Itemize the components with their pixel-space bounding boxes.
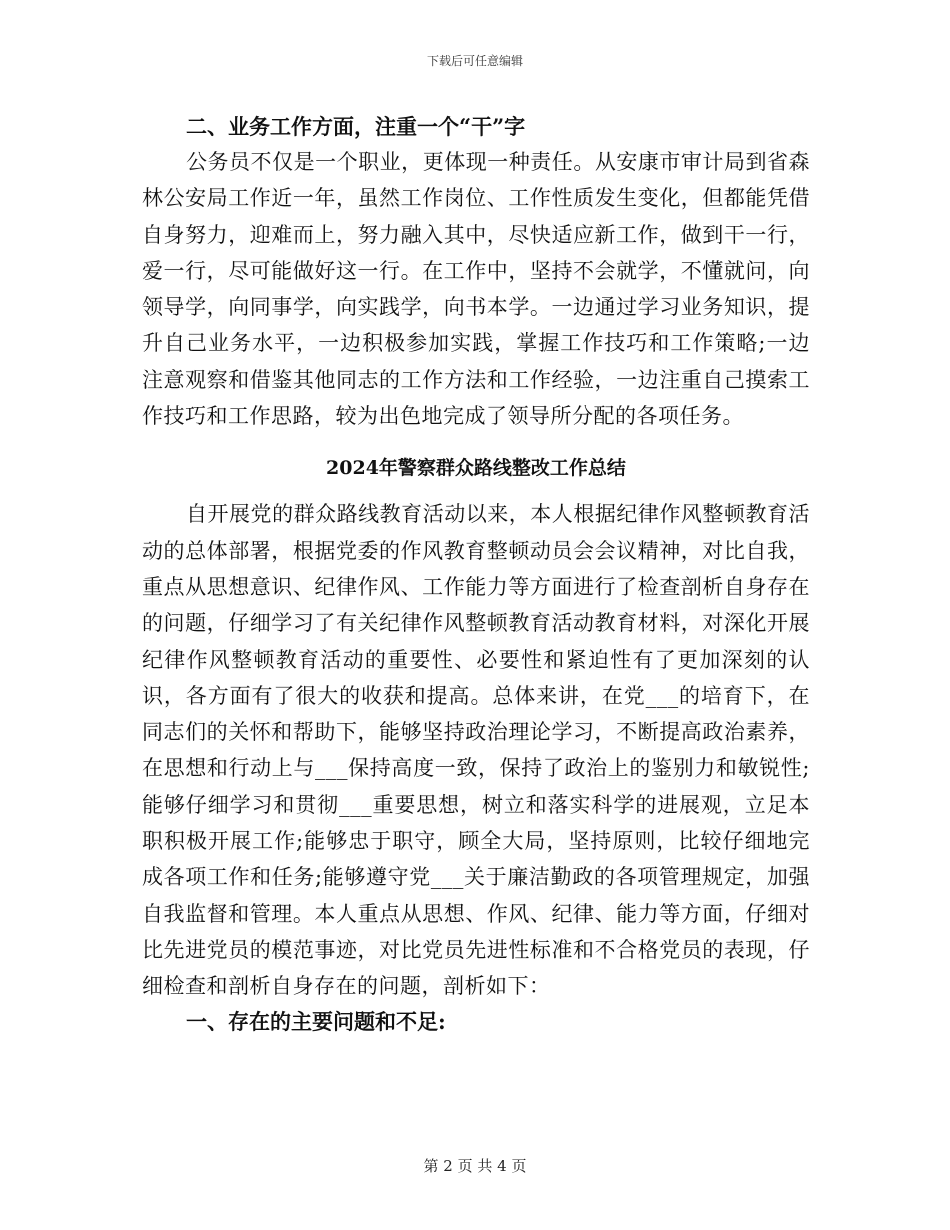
document-title: 2024年警察群众路线整改工作总结 — [326, 457, 626, 480]
summary-paragraph: 自开展党的群众路线教育活动以来，本人根据纪律作风整顿教育活动的总体部署，根据党委的作风教育整顿动员会会议精神，对比自我，重点从思想意识、纪律作风、工作能力等方面进行了检查剖析自身存在的问题，仔细学习了有关纪律作风整顿教育活动教育材料，对深化开展纪律作风整顿教育活动的重要性、必要性和紧迫性有了更加深刻的认识，各方面有了很大的收获和提高。总体来讲，在党___的培育下，在同志们的关怀和帮助下，能够坚持政治理论学习，不断提高政治素养，在思想和行动上与___保持高度一致，保持了政治上的鉴别力和敏锐性;能够仔细学习和贯彻___重要思想，树立和落实科学的进展观，立足本职积极开展工作;能够忠于职守，顾全大局，坚持原则，比较仔细地完成各项工作和任务;能够遵守党___关于廉洁勤政的各项管理规定，加强自我监督和管理。本人重点从思想、作风、纪律、能力等方面，仔细对比先进党员的模范事迹，对比党员先进性标准和不合格党员的表现，仔细检查和剖析自身存在的问题，剖析如下： — [142, 502, 810, 999]
section-heading-problems: 一、存在的主要问题和不足: — [186, 1008, 446, 1034]
document-body — [142, 110, 810, 1039]
page-header: 下载后可任意编辑 — [426, 54, 523, 68]
page-number: 第 2 页 共 4 页 — [423, 1157, 527, 1175]
section-heading-business-work: 二、业务工作方面，注重一个“干”字 — [186, 114, 526, 139]
business-work-paragraph: 公务员不仅是一个职业，更体现一种责任。从安康市审计局到省森林公安局工作近一年，虽然工作岗位、工作性质发生变化，但都能凭借自身努力，迎难而上，努力融入其中，尽快适应新工作，做到干一行，爱一行，尽可能做好这一行。在工作中，坚持不会就学，不懂就问，向领导学，向同事学，向实践学，向书本学。一边通过学习业务知识，提升自己业务水平，一边积极参加实践，掌握工作技巧和工作策略;一边注意观察和借鉴其他同志的工作方法和工作经验，一边注重自己摸索工作技巧和工作思路，较为出色地完成了领导所分配的各项任务。 — [142, 150, 810, 429]
